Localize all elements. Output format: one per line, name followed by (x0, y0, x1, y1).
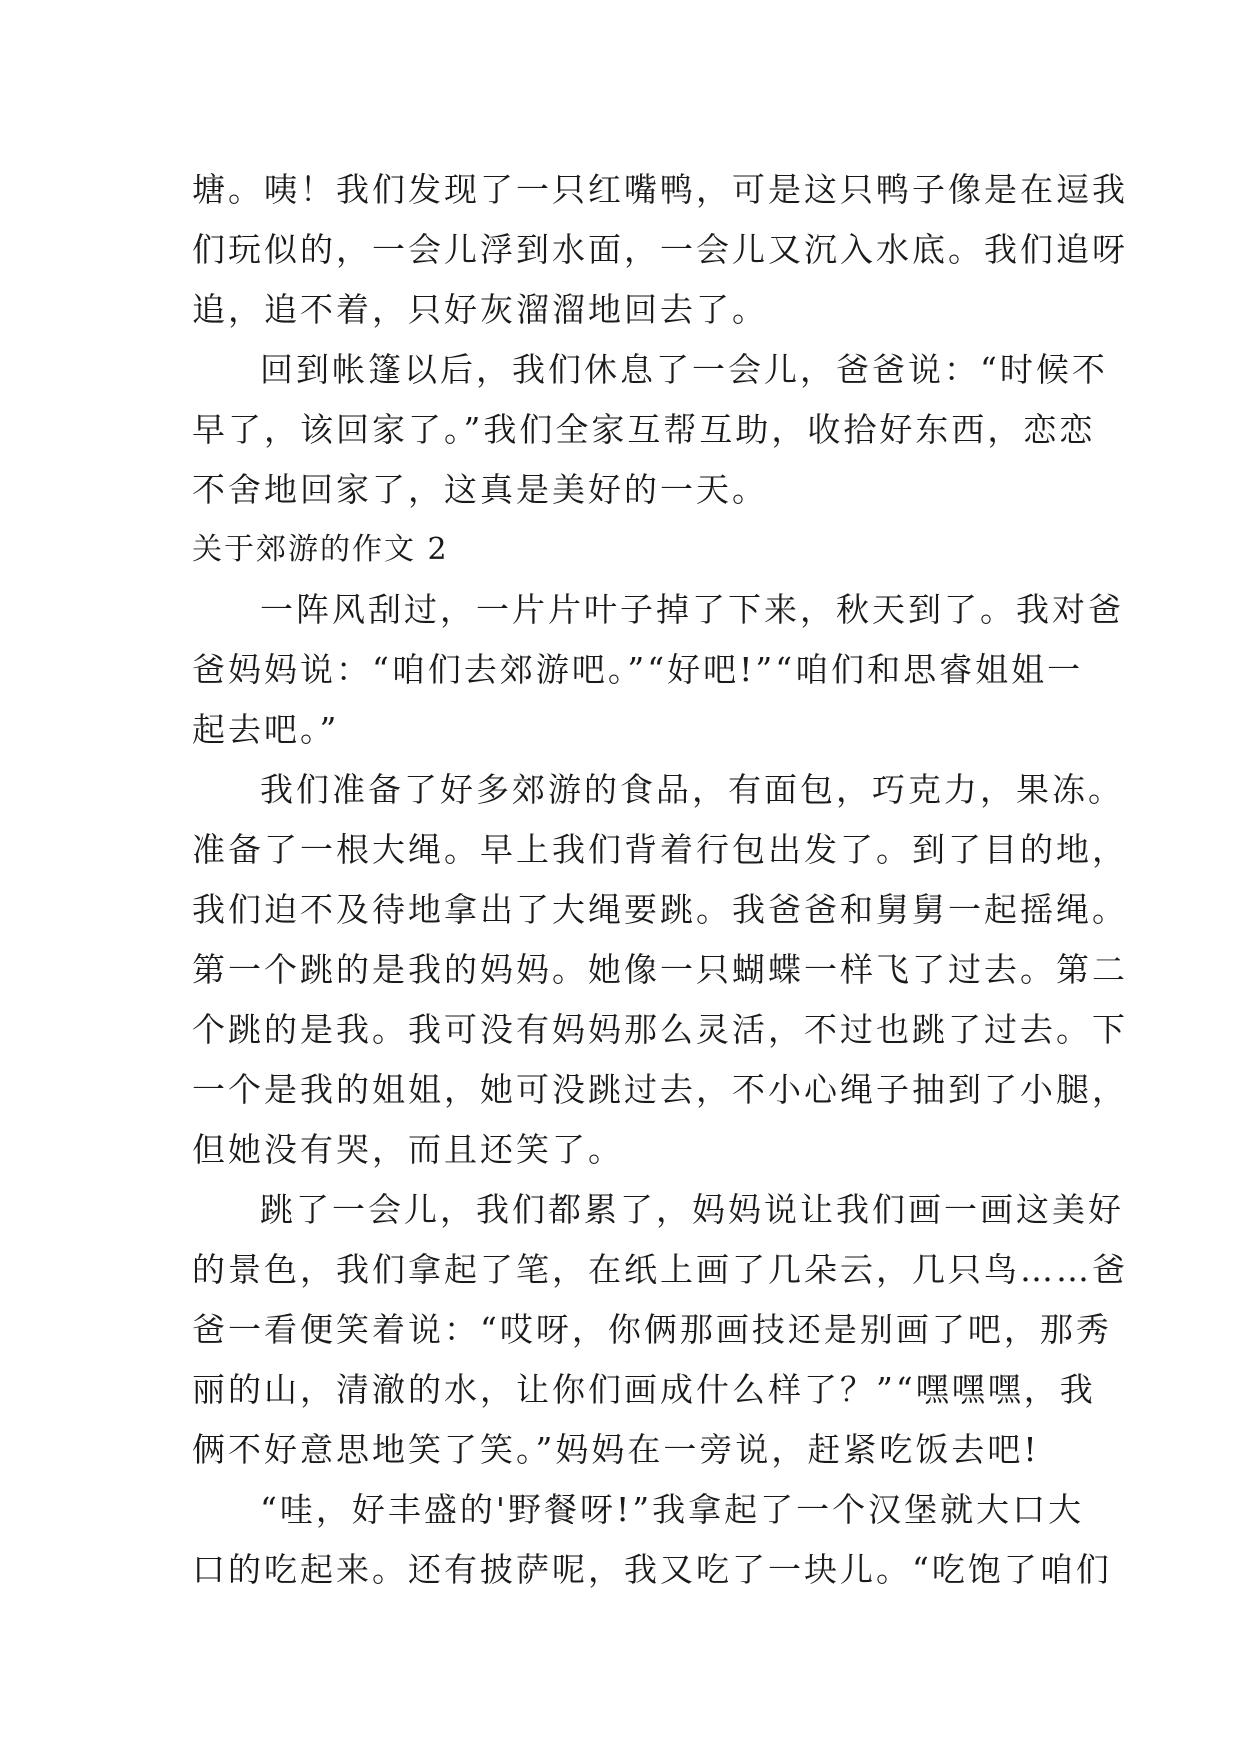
paragraph-line: 但她没有哭，而且还笑了。 (192, 1130, 624, 1169)
paragraph-line: 丽的山，清澈的水，让你们画成什么样了？”“嘿嘿嘿，我 (192, 1370, 1096, 1409)
paragraph-line: 一阵风刮过，一片片叶子掉了下来，秋天到了。我对爸 (260, 590, 1124, 629)
section-heading: 关于郊游的作文 2 (192, 532, 449, 567)
paragraph-line: 塘。咦！我们发现了一只红嘴鸭，可是这只鸭子像是在逗我 (192, 170, 1128, 209)
paragraph-line: 俩不好意思地笑了笑。”妈妈在一旁说，赶紧吃饭去吧! (192, 1430, 1040, 1469)
paragraph-line: 追，追不着，只好灰溜溜地回去了。 (192, 290, 768, 329)
paragraph-line: 口的吃起来。还有披萨呢，我又吃了一块儿。“吃饱了咱们 (192, 1550, 1112, 1589)
paragraph-line: 回到帐篷以后，我们休息了一会儿，爸爸说：“时候不 (260, 350, 1108, 389)
paragraph-line: “哇，好丰盛的'野餐呀!”我拿起了一个汉堡就大口大 (260, 1490, 1085, 1529)
paragraph-line: 一个是我的姐姐，她可没跳过去，不小心绳子抽到了小腿， (192, 1070, 1128, 1109)
paragraph-line: 我们迫不及待地拿出了大绳要跳。我爸爸和舅舅一起摇绳。 (192, 890, 1128, 929)
paragraph-line: 爸一看便笑着说：“哎呀，你俩那画技还是别画了吧，那秀 (192, 1310, 1112, 1349)
paragraph-line: 爸妈妈说：“咱们去郊游吧。”“好吧!”“咱们和思睿姐姐一 (192, 650, 1084, 689)
paragraph-line: 们玩似的，一会儿浮到水面，一会儿又沉入水底。我们追呀 (192, 230, 1128, 269)
paragraph-line: 的景色，我们拿起了笔，在纸上画了几朵云，几只鸟……爸 (192, 1250, 1128, 1289)
paragraph-line: 早了，该回家了。”我们全家互帮互助，收拾好东西，恋恋 (192, 410, 1096, 449)
paragraph-line: 准备了一根大绳。早上我们背着行包出发了。到了目的地， (192, 830, 1128, 869)
paragraph-line: 第一个跳的是我的妈妈。她像一只蝴蝶一样飞了过去。第二 (192, 950, 1128, 989)
essay-text (192, 160, 1128, 1600)
paragraph-line: 跳了一会儿，我们都累了，妈妈说让我们画一画这美好 (260, 1190, 1124, 1229)
paragraph-line: 个跳的是我。我可没有妈妈那么灵活，不过也跳了过去。下 (192, 1010, 1128, 1049)
paragraph-line: 起去吧。” (192, 710, 340, 749)
paragraph-line: 我们准备了好多郊游的食品，有面包，巧克力，果冻。 (260, 770, 1124, 809)
paragraph-line: 不舍地回家了，这真是美好的一天。 (192, 470, 768, 509)
